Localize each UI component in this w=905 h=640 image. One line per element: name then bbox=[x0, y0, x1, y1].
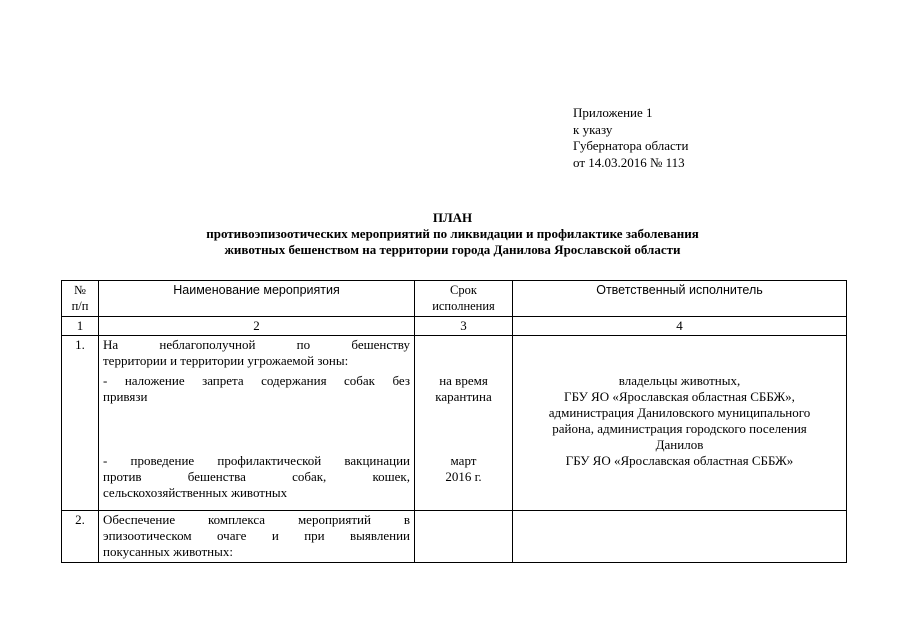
row-number: 1. bbox=[62, 336, 99, 511]
row-measure bbox=[99, 336, 415, 511]
term-line: карантина bbox=[435, 389, 492, 404]
column-number-row bbox=[62, 317, 847, 336]
document-title bbox=[0, 210, 905, 258]
header-num-line: п/п bbox=[71, 299, 89, 313]
executor-line: ГБУ ЯО «Ярославская областная СББЖ», bbox=[564, 389, 795, 404]
header-term bbox=[415, 281, 513, 317]
measure-line: - проведение профилактической вакцинации bbox=[103, 453, 410, 468]
appendix-line: Губернатора области bbox=[573, 138, 689, 153]
column-number: 2 bbox=[99, 317, 415, 336]
header-num-line: № bbox=[74, 283, 86, 297]
row-term bbox=[415, 336, 513, 511]
measure-line: покусанных животных: bbox=[103, 544, 233, 559]
title-line: животных бешенством на территории города Данилова Ярославской области bbox=[224, 242, 681, 257]
executor-line: администрация Даниловского муниципального bbox=[548, 405, 811, 420]
measure-line: На неблагополучной по бешенству bbox=[103, 337, 410, 352]
measure-line: эпизоотическом очаге и при выявлении bbox=[103, 528, 410, 543]
appendix-line: Приложение 1 bbox=[573, 105, 653, 120]
measure-line: сельскохозяйственных животных bbox=[103, 485, 288, 500]
measure-line: территории и территории угрожаемой зоны: bbox=[103, 353, 349, 368]
executor-line: ГБУ ЯО «Ярославская областная СББЖ» bbox=[565, 453, 794, 468]
row-measure bbox=[99, 511, 415, 563]
table-row bbox=[62, 511, 847, 563]
header-name: Наименование мероприятия bbox=[99, 281, 415, 317]
table-header-row bbox=[62, 281, 847, 317]
appendix-line: к указу bbox=[573, 121, 613, 137]
header-executor: Ответственный исполнитель bbox=[513, 281, 847, 317]
term-line: март bbox=[450, 453, 477, 468]
title-line: противоэпизоотических мероприятий по ликвидации и профилактике заболевания bbox=[206, 226, 699, 241]
column-number: 1 bbox=[62, 317, 99, 336]
column-number: 3 bbox=[415, 317, 513, 336]
executor-line: района, администрация городского поселения bbox=[552, 421, 807, 436]
measure-line: - наложение запрета содержания собак без bbox=[103, 373, 410, 388]
measure-line: против бешенства собак, кошек, bbox=[103, 469, 410, 484]
row-executor bbox=[513, 336, 847, 511]
executor-line: Данилов bbox=[655, 437, 704, 452]
plan-table bbox=[61, 280, 847, 563]
measure-line: Обеспечение комплекса мероприятий в bbox=[103, 512, 410, 527]
appendix-line: от 14.03.2016 № 113 bbox=[573, 154, 685, 170]
table-row bbox=[62, 336, 847, 511]
row-number: 2. bbox=[62, 511, 99, 563]
header-term-line: Срок bbox=[450, 283, 477, 297]
column-number: 4 bbox=[513, 317, 847, 336]
title-heading: ПЛАН bbox=[432, 210, 473, 225]
header-num bbox=[62, 281, 99, 317]
header-term-line: исполнения bbox=[432, 299, 495, 313]
appendix-block bbox=[573, 105, 688, 171]
executor-line: владельцы животных, bbox=[618, 373, 741, 388]
row-term bbox=[415, 511, 513, 563]
term-line: на время bbox=[439, 373, 488, 388]
measure-line: привязи bbox=[103, 389, 148, 404]
row-executor bbox=[513, 511, 847, 563]
term-line: 2016 г. bbox=[445, 469, 482, 484]
